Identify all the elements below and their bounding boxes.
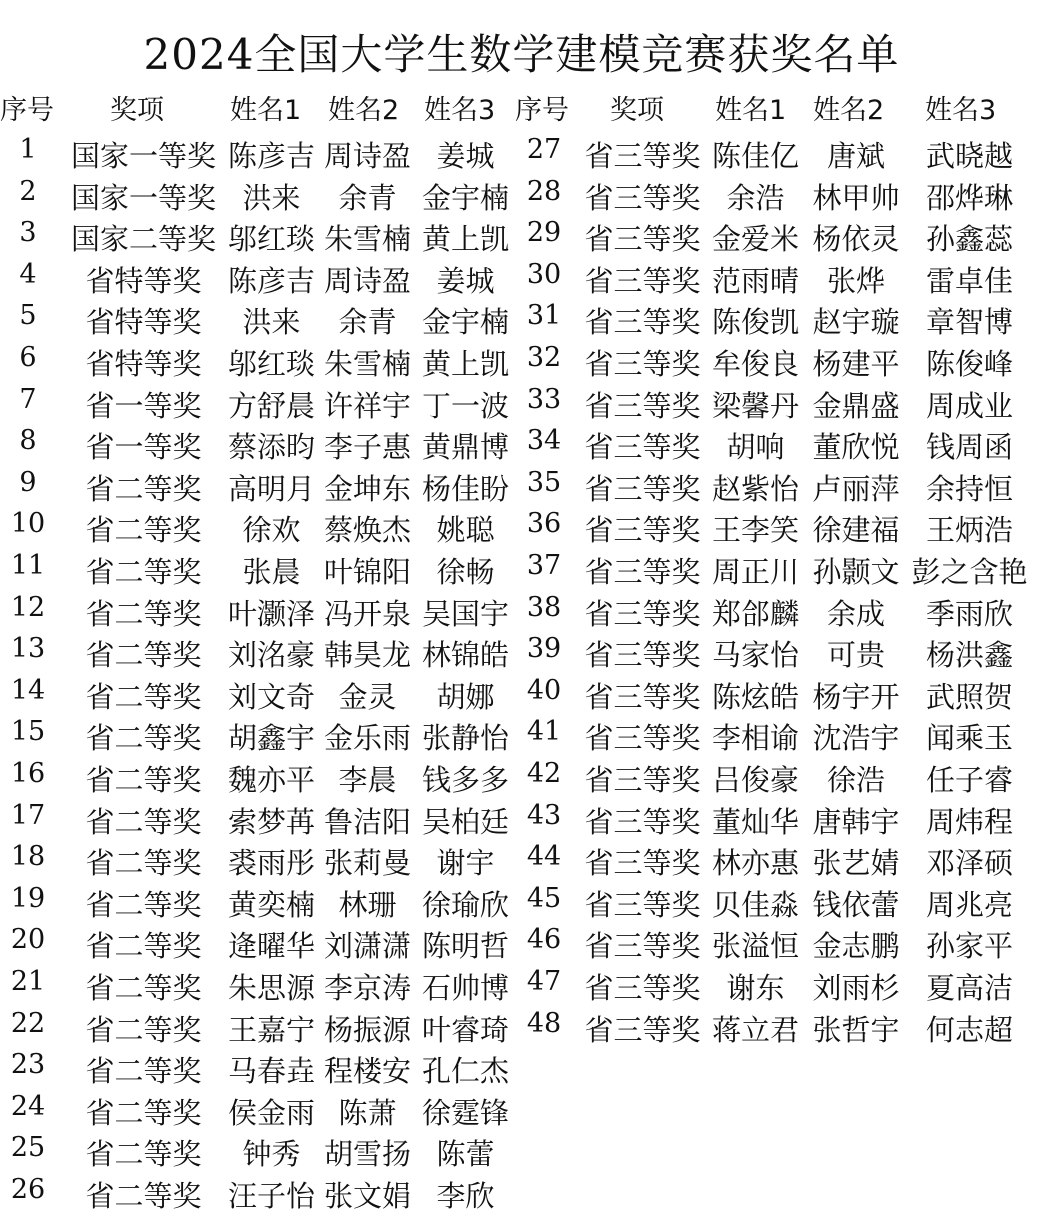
header-name2: 姓名2 [813, 95, 885, 126]
row-name1: 陈俊凯 [711, 305, 799, 340]
row-index: 29 [526, 217, 562, 249]
row-index: 11 [10, 550, 46, 581]
row-award: 省三等奖 [584, 638, 701, 673]
table-row [0, 1132, 1043, 1172]
row-name2: 金志鹏 [812, 929, 900, 964]
row-name1: 谢东 [726, 971, 785, 1005]
row-index: 13 [10, 633, 46, 665]
row-name2: 孙颢文 [812, 555, 900, 589]
row-award: 省二等奖 [85, 721, 202, 756]
row-name2: 张文娟 [323, 1179, 411, 1213]
row-name1: 汪子怡 [227, 1179, 315, 1213]
row-name3: 黄上凯 [421, 347, 509, 381]
row-name1: 赵紫怡 [711, 471, 799, 506]
row-name1: 金爱米 [711, 222, 799, 257]
row-award: 省特等奖 [85, 305, 202, 340]
row-name2: 刘潇潇 [323, 929, 411, 964]
row-name3: 章智博 [925, 305, 1013, 340]
row-award: 省三等奖 [584, 471, 701, 506]
row-name1: 陈佳亿 [711, 139, 799, 173]
row-name2: 朱雪楠 [323, 222, 411, 257]
row-name3: 叶睿琦 [421, 1012, 509, 1047]
table-row [0, 342, 1043, 382]
row-index: 23 [10, 1049, 46, 1081]
row-award: 省三等奖 [584, 222, 701, 257]
row-name3: 吴柏廷 [421, 804, 509, 839]
row-name3: 吴国宇 [421, 596, 509, 631]
header-row-left [0, 88, 515, 126]
row-index: 39 [526, 633, 562, 665]
row-name3: 李欣 [436, 1179, 495, 1213]
row-name1: 刘文奇 [227, 679, 315, 714]
row-index: 1 [19, 134, 37, 165]
row-index: 48 [526, 1007, 562, 1039]
row-name1: 周正川 [711, 555, 799, 589]
row-name1: 李相谕 [711, 721, 799, 756]
row-index: 40 [526, 674, 562, 706]
row-award: 省一等奖 [85, 388, 202, 423]
row-award: 省三等奖 [584, 263, 701, 298]
page-title: 2024全国大学生数学建模竞赛获奖名单 [143, 30, 900, 79]
row-index: 36 [526, 508, 562, 540]
table-row [0, 924, 1043, 964]
row-name2: 董欣悦 [812, 430, 900, 465]
row-name3: 丁一波 [421, 388, 509, 423]
row-name2: 张艺婧 [812, 846, 900, 881]
row-name1: 邬红琰 [227, 222, 315, 257]
row-award: 省二等奖 [85, 1054, 202, 1089]
table-row [0, 633, 1043, 673]
row-name3: 陈蕾 [436, 1137, 495, 1172]
row-name3: 雷卓佳 [925, 263, 1013, 298]
row-index: 18 [10, 841, 46, 873]
row-name3: 任子睿 [925, 763, 1013, 797]
row-name2: 余成 [826, 596, 885, 631]
header-row-right [515, 88, 1043, 126]
row-index: 19 [10, 882, 46, 914]
row-index: 8 [19, 425, 37, 457]
row-index: 21 [10, 966, 46, 997]
row-award: 省三等奖 [584, 555, 701, 589]
row-name2: 可贵 [826, 638, 885, 673]
row-award: 省二等奖 [85, 471, 202, 506]
row-name2: 金鼎盛 [812, 388, 900, 423]
row-index: 45 [526, 882, 562, 914]
row-award: 省三等奖 [584, 887, 701, 922]
row-index: 24 [10, 1090, 46, 1122]
row-name3: 黄上凯 [421, 222, 509, 257]
row-name2: 杨建平 [812, 347, 900, 381]
row-name3: 邵烨琳 [925, 180, 1013, 215]
row-name2: 张烨 [826, 263, 885, 298]
row-index: 38 [526, 591, 562, 623]
table-row [0, 592, 1043, 632]
row-award: 省二等奖 [85, 638, 202, 673]
table-row [0, 800, 1043, 840]
row-name3: 武晓越 [925, 139, 1013, 173]
row-name2: 鲁洁阳 [323, 804, 411, 839]
row-name1: 蔡添昀 [227, 430, 315, 465]
row-name2: 胡雪扬 [323, 1137, 411, 1172]
row-name3: 石帅博 [421, 971, 509, 1005]
row-name1: 贝佳淼 [711, 887, 799, 922]
row-award: 省三等奖 [584, 804, 701, 839]
table-row [0, 675, 1043, 715]
row-name2: 李晨 [338, 763, 397, 797]
row-name1: 郑郃麟 [711, 596, 799, 631]
row-name1: 胡鑫宇 [227, 721, 315, 756]
table-row [0, 1049, 1043, 1089]
table-row [0, 841, 1043, 881]
header-name3: 姓名3 [925, 95, 997, 126]
row-award: 国家二等奖 [70, 222, 216, 257]
row-index: 42 [526, 758, 562, 789]
row-award: 省二等奖 [85, 1095, 202, 1130]
row-award: 省二等奖 [85, 804, 202, 839]
row-award: 省三等奖 [584, 763, 701, 797]
row-award: 省二等奖 [85, 513, 202, 548]
row-name2: 周诗盈 [323, 139, 411, 173]
row-name2: 李子惠 [323, 430, 411, 465]
row-name2: 林珊 [338, 887, 397, 922]
row-name1: 黄奕楠 [227, 887, 315, 922]
row-award: 省二等奖 [85, 1012, 202, 1047]
row-index: 9 [19, 466, 37, 498]
row-name2: 钱依蕾 [812, 887, 900, 922]
row-award: 省三等奖 [584, 596, 701, 631]
row-award: 国家一等奖 [70, 180, 216, 215]
row-index: 32 [526, 342, 562, 373]
row-name2: 杨宇开 [812, 679, 900, 714]
row-index: 17 [10, 799, 46, 831]
row-name1: 王李笑 [711, 513, 799, 548]
row-award: 省三等奖 [584, 430, 701, 465]
row-name2: 余青 [338, 180, 397, 215]
row-name2: 叶锦阳 [323, 555, 411, 589]
row-name2: 韩昊龙 [323, 638, 411, 673]
row-name1: 逄曜华 [227, 929, 315, 964]
row-index: 47 [526, 966, 562, 997]
row-index: 37 [526, 550, 562, 581]
row-name2: 金灵 [338, 679, 397, 714]
row-name3: 姜城 [436, 263, 495, 298]
row-name3: 孙鑫蕊 [925, 222, 1013, 257]
row-award: 省三等奖 [584, 971, 701, 1005]
row-index: 44 [526, 841, 562, 873]
row-name1: 马春垚 [227, 1054, 315, 1089]
row-name2: 刘雨杉 [812, 971, 900, 1005]
row-name3: 孙家平 [925, 929, 1013, 964]
row-name3: 闻乘玉 [925, 721, 1013, 756]
row-index: 22 [10, 1007, 46, 1039]
row-name2: 赵宇璇 [812, 305, 900, 340]
header-award: 奖项 [110, 95, 164, 126]
row-award: 省特等奖 [85, 347, 202, 381]
row-name3: 黄鼎博 [421, 430, 509, 465]
row-name2: 唐韩宇 [812, 804, 900, 839]
table-row [0, 1174, 1043, 1214]
table-row [0, 966, 1043, 1006]
table-row [0, 467, 1043, 507]
row-index: 43 [526, 799, 562, 831]
row-name3: 谢宇 [436, 846, 495, 881]
row-name3: 钱周函 [925, 430, 1013, 465]
row-name3: 武照贺 [925, 679, 1013, 714]
row-award: 省三等奖 [584, 305, 701, 340]
row-name1: 方舒晨 [227, 388, 315, 423]
row-name2: 冯开泉 [323, 596, 411, 631]
row-name3: 彭之含艳 [911, 555, 1028, 589]
row-index: 26 [10, 1174, 46, 1205]
row-name2: 程楼安 [323, 1054, 411, 1089]
row-name1: 梁馨丹 [711, 388, 799, 423]
row-name3: 周成业 [925, 388, 1013, 423]
row-index: 46 [526, 924, 562, 956]
row-award: 省特等奖 [85, 263, 202, 298]
row-award: 省三等奖 [584, 180, 701, 215]
row-name1: 刘洺豪 [227, 638, 315, 673]
header-name1: 姓名1 [230, 95, 302, 126]
header-award: 奖项 [610, 95, 664, 126]
row-name2: 陈萧 [338, 1095, 397, 1130]
row-award: 省三等奖 [584, 388, 701, 423]
row-name3: 邓泽硕 [925, 846, 1013, 881]
row-name2: 沈浩宇 [812, 721, 900, 756]
row-name3: 夏高洁 [925, 971, 1013, 1005]
row-name3: 周兆亮 [925, 887, 1013, 922]
row-index: 5 [19, 300, 37, 332]
row-name2: 徐建福 [812, 513, 900, 548]
row-name2: 杨振源 [323, 1012, 411, 1047]
row-name1: 陈彦吉 [227, 263, 315, 298]
row-award: 省二等奖 [85, 679, 202, 714]
row-index: 3 [19, 217, 37, 249]
row-name1: 余浩 [726, 180, 785, 215]
row-index: 2 [19, 175, 37, 207]
row-name3: 孔仁杰 [421, 1054, 509, 1089]
row-award: 省三等奖 [584, 513, 701, 548]
header-name3: 姓名3 [424, 95, 496, 126]
row-name3: 张静怡 [421, 721, 509, 756]
row-name3: 何志超 [925, 1012, 1013, 1047]
header-name1: 姓名1 [715, 95, 787, 126]
row-index: 25 [10, 1132, 46, 1164]
row-name1: 洪来 [242, 305, 301, 340]
row-name1: 张溢恒 [711, 929, 799, 964]
row-name3: 徐畅 [436, 555, 495, 589]
row-name2: 卢丽萍 [812, 471, 900, 506]
row-name1: 董灿华 [711, 804, 799, 839]
row-award: 省三等奖 [584, 347, 701, 381]
row-name2: 张哲宇 [812, 1012, 900, 1047]
row-name1: 王嘉宁 [227, 1012, 315, 1047]
table-row [0, 758, 1043, 798]
table-row [0, 134, 1043, 174]
row-name1: 邬红琰 [227, 347, 315, 381]
table-row [0, 716, 1043, 756]
row-index: 33 [526, 383, 562, 415]
row-index: 12 [10, 591, 46, 623]
table-row [0, 550, 1043, 590]
row-award: 省二等奖 [85, 1179, 202, 1213]
row-index: 15 [10, 716, 46, 748]
row-award: 省三等奖 [584, 679, 701, 714]
row-index: 10 [10, 508, 46, 540]
header-name2: 姓名2 [328, 95, 400, 126]
table-row [0, 300, 1043, 340]
row-name3: 徐瑜欣 [421, 887, 509, 922]
row-name3: 金宇楠 [421, 180, 509, 215]
row-name1: 侯金雨 [227, 1095, 315, 1130]
row-name3: 季雨欣 [925, 596, 1013, 631]
row-award: 省三等奖 [584, 1012, 701, 1047]
row-name2: 张莉曼 [323, 846, 411, 881]
row-name3: 姜城 [436, 139, 495, 173]
row-name2: 蔡焕杰 [323, 513, 411, 548]
row-name1: 索梦苒 [227, 804, 315, 839]
row-name3: 陈俊峰 [925, 347, 1013, 381]
row-award: 省三等奖 [584, 139, 701, 173]
row-name1: 叶灏泽 [227, 596, 315, 631]
row-name1: 陈彦吉 [227, 139, 315, 173]
row-name3: 陈明哲 [421, 929, 509, 964]
row-name3: 林锦皓 [421, 638, 509, 673]
row-name1: 马家怡 [711, 638, 799, 673]
row-index: 20 [10, 924, 46, 956]
row-index: 34 [526, 425, 562, 457]
row-index: 7 [19, 383, 37, 415]
table-row [0, 259, 1043, 299]
row-name1: 高明月 [227, 471, 315, 506]
row-index: 35 [526, 466, 562, 498]
row-name1: 张晨 [242, 555, 301, 589]
row-award: 省二等奖 [85, 555, 202, 589]
table-row [0, 1008, 1043, 1048]
row-name1: 蒋立君 [711, 1012, 799, 1047]
row-name1: 吕俊豪 [711, 763, 799, 797]
row-name1: 林亦惠 [711, 846, 799, 881]
row-name3: 金宇楠 [421, 305, 509, 340]
table-row [0, 176, 1043, 216]
row-name1: 牟俊良 [711, 347, 799, 381]
row-index: 28 [526, 175, 562, 207]
row-index: 27 [526, 134, 562, 165]
row-index: 6 [19, 342, 37, 373]
row-award: 国家一等奖 [70, 139, 216, 173]
row-name3: 王炳浩 [925, 513, 1013, 548]
table-row [0, 883, 1043, 923]
row-name3: 杨佳盼 [421, 471, 509, 506]
row-name3: 余持恒 [925, 471, 1013, 506]
row-award: 省三等奖 [584, 846, 701, 881]
row-name2: 金乐雨 [323, 721, 411, 756]
table-row [0, 1091, 1043, 1131]
table-row [0, 425, 1043, 465]
row-name3: 胡娜 [436, 679, 495, 714]
row-name2: 余青 [338, 305, 397, 340]
header-index: 序号 [515, 95, 569, 126]
row-index: 30 [526, 258, 562, 290]
row-award: 省二等奖 [85, 1137, 202, 1172]
row-award: 省二等奖 [85, 971, 202, 1005]
row-name2: 周诗盈 [323, 263, 411, 298]
table-row [0, 508, 1043, 548]
row-name1: 裘雨彤 [227, 846, 315, 881]
row-name2: 林甲帅 [812, 180, 900, 215]
row-award: 省一等奖 [85, 430, 202, 465]
row-index: 14 [10, 674, 46, 706]
row-name1: 朱思源 [227, 971, 315, 1005]
row-name2: 徐浩 [826, 763, 885, 797]
row-name3: 徐霆锋 [421, 1095, 509, 1130]
table-row [0, 217, 1043, 257]
row-name3: 钱多多 [421, 763, 509, 797]
row-name3: 周炜程 [925, 804, 1013, 839]
row-name2: 李京涛 [323, 971, 411, 1005]
row-name1: 徐欢 [242, 513, 301, 548]
row-name1: 钟秀 [242, 1137, 301, 1172]
row-award: 省二等奖 [85, 846, 202, 881]
row-name1: 陈炫皓 [711, 679, 799, 714]
row-name1: 洪来 [242, 180, 301, 215]
row-name2: 许祥宇 [323, 388, 411, 423]
row-award: 省二等奖 [85, 596, 202, 631]
row-name2: 唐斌 [826, 139, 885, 173]
row-name1: 魏亦平 [227, 763, 315, 797]
row-index: 31 [526, 300, 562, 332]
row-name1: 胡响 [726, 430, 785, 465]
header-index: 序号 [0, 95, 54, 126]
row-index: 16 [10, 758, 46, 789]
row-award: 省三等奖 [584, 929, 701, 964]
row-award: 省二等奖 [85, 887, 202, 922]
row-name2: 金坤东 [323, 471, 411, 506]
row-name1: 范雨晴 [711, 263, 799, 298]
table-row [0, 384, 1043, 424]
row-index: 41 [526, 716, 562, 748]
row-award: 省二等奖 [85, 929, 202, 964]
row-name2: 朱雪楠 [323, 347, 411, 381]
row-index: 4 [19, 258, 37, 290]
row-name3: 姚聪 [436, 513, 495, 548]
row-name2: 杨依灵 [812, 222, 900, 257]
row-name3: 杨洪鑫 [925, 638, 1013, 673]
row-award: 省二等奖 [85, 763, 202, 797]
row-award: 省三等奖 [584, 721, 701, 756]
